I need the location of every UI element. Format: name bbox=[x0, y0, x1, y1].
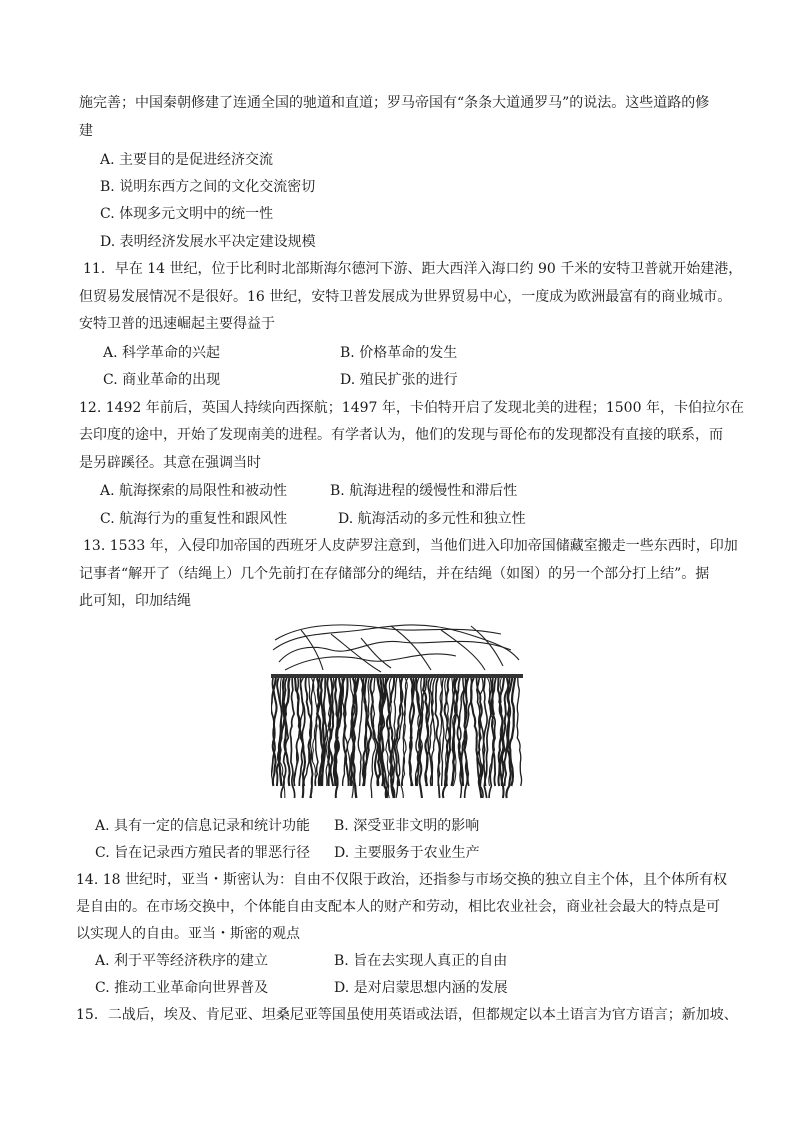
q12-line3: 是另辟蹊径。其意在强调当时 bbox=[79, 455, 261, 471]
q14-option-d: D. 是对启蒙思想内涵的发展 bbox=[334, 980, 508, 996]
quipu-illustration bbox=[271, 620, 523, 804]
quipu-strand bbox=[435, 678, 439, 798]
q10-option-b: B. 说明东西方之间的文化交流密切 bbox=[100, 179, 316, 195]
q12-option-b: B. 航海进程的缓慢性和滞后性 bbox=[330, 483, 518, 499]
quipu-strand bbox=[517, 678, 522, 786]
q11-option-d: D. 殖民扩张的进行 bbox=[340, 372, 458, 388]
q11-option-c: C. 商业革命的出现 bbox=[103, 372, 221, 388]
q14-line1: 14. 18 世纪时，亚当・斯密认为：自由不仅限于政治，还指参与市场交换的独立自主个体，且个体所有权 bbox=[76, 872, 727, 888]
q13-option-b: B. 深受亚非文明的影响 bbox=[334, 818, 480, 834]
q12-option-c: C. 航海行为的重复性和跟风性 bbox=[100, 511, 288, 527]
q13-line3: 此可知，印加结绳 bbox=[79, 593, 191, 609]
q12-line1: 12. 1492 年前后，英国人持续向西探航；1497 年，卡伯特开启了发现北美的进程；1500 年，卡伯拉尔在 bbox=[79, 400, 744, 416]
q14-option-c: C. 推动工业革命向世界普及 bbox=[95, 980, 269, 996]
q11-line2: 但贸易发展情况不是很好。16 世纪，安特卫普发展成为世界贸易中心，一度成为欧洲最富有的商业城市。 bbox=[79, 289, 732, 305]
q10-option-c: C. 体现多元文明中的统一性 bbox=[100, 206, 274, 222]
q13-option-a: A. 具有一定的信息记录和统计功能 bbox=[95, 818, 311, 834]
q11-option-b: B. 价格革命的发生 bbox=[340, 345, 458, 361]
quipu-strand bbox=[432, 678, 436, 786]
q11-option-a: A. 科学革命的兴起 bbox=[103, 345, 221, 361]
q13-option-d: D. 主要服务于农业生产 bbox=[334, 845, 480, 861]
q15-line1: 15．二战后，埃及、肯尼亚、坦桑尼亚等国虽使用英语或法语，但都规定以本土语言为官方语言；新加坡、 bbox=[76, 1007, 738, 1023]
q10-option-a: A. 主要目的是促进经济交流 bbox=[100, 152, 274, 168]
q11-line1: 11．早在 14 世纪，位于比利时北部斯海尔德河下游、距大西洋入海口约 90 千米的安特卫普就开始建港， bbox=[83, 261, 743, 277]
q14-option-a: A. 利于平等经济秩序的建立 bbox=[95, 953, 269, 969]
q11-line3: 安特卫普的迅速崛起主要得益于 bbox=[79, 316, 275, 332]
q14-line3: 以实现人的自由。亚当・斯密的观点 bbox=[76, 926, 300, 942]
q10-line1: 施完善；中国秦朝修建了连通全国的驰道和直道；罗马帝国有“条条大道通罗马”的说法。这些道路的修 bbox=[79, 95, 710, 111]
q13-line2: 记事者“解开了（结绳上）几个先前打在存储部分的绳结，并在结绳（如图）的另一个部分打上结”。据 bbox=[79, 566, 710, 582]
q10-line2: 建 bbox=[79, 123, 93, 139]
q12-option-d: D. 航海活动的多元性和独立性 bbox=[338, 511, 526, 527]
q14-option-b: B. 旨在去实现人真正的自由 bbox=[334, 953, 508, 969]
q13-line1: 13. 1533 年，入侵印加帝国的西班牙人皮萨罗注意到，当他们进入印加帝国储藏室搬走一些东西时，印加 bbox=[83, 538, 738, 554]
q13-option-c: C. 旨在记录西方殖民者的罪恶行径 bbox=[95, 845, 311, 861]
quipu-hanging-strands bbox=[271, 678, 522, 798]
q12-line2: 去印度的途中，开始了发现南美的进程。有学者认为，他们的发现与哥伦布的发现都没有直接的联系，而 bbox=[79, 427, 723, 443]
q12-option-a: A. 航海探索的局限性和被动性 bbox=[100, 483, 288, 499]
q10-option-d: D. 表明经济发展水平决定建设规模 bbox=[100, 234, 316, 250]
quipu-main-cord bbox=[271, 674, 523, 678]
quipu-top-cords bbox=[273, 625, 519, 672]
q14-line2: 是自由的。在市场交换中，个体能自由支配本人的财产和劳动，相比农业社会，商业社会最大的特点是可 bbox=[76, 899, 720, 915]
